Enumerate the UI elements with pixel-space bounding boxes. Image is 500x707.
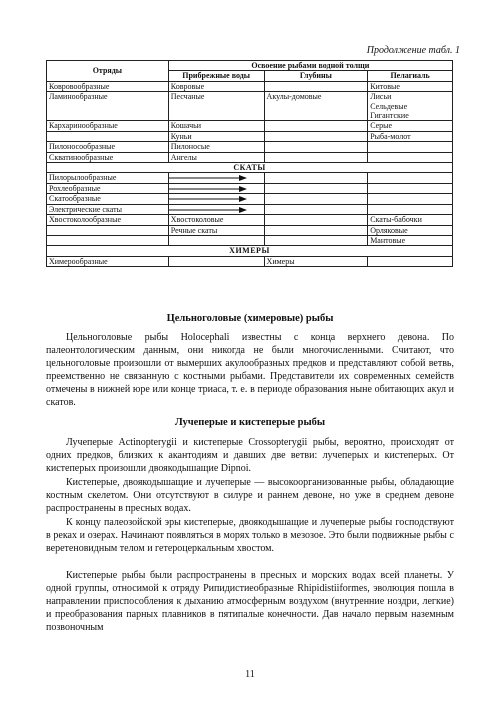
table-cell: Серые bbox=[368, 121, 453, 131]
table-cell: Хвостоколообразные bbox=[47, 215, 169, 225]
heading-ray-finned: Лучеперые и кистеперые рыбы bbox=[174, 417, 326, 428]
table-cell bbox=[168, 235, 264, 245]
header-depths: Глубины bbox=[264, 71, 368, 81]
right-arrow-icon bbox=[169, 205, 265, 215]
table-row bbox=[47, 142, 453, 152]
table-cell: Пилоносые bbox=[168, 142, 264, 152]
table-body bbox=[47, 81, 453, 266]
arrow-cell bbox=[168, 204, 264, 214]
continuation-label: Продолжение табл. 1 bbox=[366, 45, 460, 56]
table-cell bbox=[368, 183, 453, 193]
header-orders: Отряды bbox=[47, 61, 169, 82]
table-cell: Кошачьи bbox=[168, 121, 264, 131]
table-row bbox=[47, 81, 453, 91]
right-arrow-icon bbox=[169, 194, 265, 204]
table-cell bbox=[264, 142, 368, 152]
table-cell bbox=[264, 225, 368, 235]
header-pelagic: Пелагиаль bbox=[368, 71, 453, 81]
table-cell: Скатообразные bbox=[47, 194, 169, 204]
table-cell: Скаты-бабочки bbox=[368, 215, 453, 225]
table-cell: Куньи bbox=[168, 131, 264, 141]
table-row bbox=[47, 152, 453, 162]
table-cell bbox=[368, 142, 453, 152]
table-row bbox=[47, 173, 453, 183]
table-cell bbox=[47, 235, 169, 245]
paragraph-ray-finned-origin: Лучеперые Actinopterygii и кистеперые Crossopterygii рыбы, вероятно, происходят от одних предков, близких к акантодиям и давших две ветви: лучеперых и кистеперых. От кистеперых произошли двоякодышащие Dipnoi. bbox=[46, 437, 454, 475]
table-cell bbox=[368, 173, 453, 183]
table-cell: Речные скаты bbox=[168, 225, 264, 235]
table-cell: Ковровые bbox=[168, 81, 264, 91]
table-cell: Кархаринообразные bbox=[47, 121, 169, 131]
paragraph-paleozoic: К концу палеозойской эры кистеперые, двоякодышащие и лучеперые рыбы господствуют в реках и озерах. Начинают появляться в морях только в мезозое. Это были подвижные рыбы с веретеновидным телом и гетероцеркальным хвостом. bbox=[46, 517, 454, 555]
table-cell bbox=[47, 225, 169, 235]
table-cell: Скватинообразные bbox=[47, 152, 169, 162]
table-cell: Рохлеобразные bbox=[47, 183, 169, 193]
table-row bbox=[47, 194, 453, 204]
table-row bbox=[47, 204, 453, 214]
table-cell bbox=[264, 183, 368, 193]
paragraph-bony-skeleton: Кистеперые, двоякодышащие и лучеперые — высокоорганизованные рыбы, обладающие костным скелетом. Они отсутствуют в силуре и раннем девоне, но уже в среднем девоне распространены в пресных водах. bbox=[46, 477, 454, 515]
table-cell: Электрические скаты bbox=[47, 204, 169, 214]
table-cell bbox=[264, 173, 368, 183]
table-cell bbox=[264, 204, 368, 214]
table-cell bbox=[264, 235, 368, 245]
table-row bbox=[47, 92, 453, 121]
page-number: 11 bbox=[245, 669, 255, 680]
table-row bbox=[47, 121, 453, 131]
table-cell bbox=[264, 152, 368, 162]
table-row bbox=[47, 163, 453, 173]
table-cell: Химерообразные bbox=[47, 256, 169, 266]
section-skates: СКАТЫ bbox=[47, 163, 453, 173]
table-cell: Химеры bbox=[264, 256, 368, 266]
table-cell: Акулы-домовые bbox=[264, 92, 368, 121]
table-cell: Хвостоколовые bbox=[168, 215, 264, 225]
table-cell bbox=[168, 256, 264, 266]
table-cell: Китовые bbox=[368, 81, 453, 91]
table-cell bbox=[368, 256, 453, 266]
arrow-cell bbox=[168, 194, 264, 204]
table-cell bbox=[368, 204, 453, 214]
table-row bbox=[47, 215, 453, 225]
table-cell bbox=[264, 131, 368, 141]
paragraph-holocephali: Цельноголовые рыбы Holocephali известны с конца верхнего девона. По палеонтологическим данным, они никогда не были многочисленными. Считают, что цельноголовые произошли от вымерших акулообразных предков и представляют собой ветвь, преемственно не связанную с костными рыбами. Представители их современных семейств отмечены в нижней юре или конце триаса, т. е. в периоде образования ныне обитающих акул и скатов. bbox=[46, 332, 454, 409]
table-row bbox=[47, 256, 453, 266]
table-row bbox=[47, 183, 453, 193]
paragraph-lobe-finned: Кистеперые рыбы были распространены в пресных и морских водах всей планеты. У одной группы, относимой к отряду Рипидистиеобразные Rhipidistiiformes, эволюция пошла в направлении приспособления к дыханию атмосферным воздухом (внутренние ноздри, легкие) и преобразования парных плавников в пятипалые конечности. Дав начало первым наземным позвоночным bbox=[46, 570, 454, 634]
table-cell: Ламинообразные bbox=[47, 92, 169, 121]
heading-holocephali: Цельноголовые (химеровые) рыбы bbox=[166, 313, 334, 324]
header-water-column: Освоение рыбами водной толщи bbox=[168, 61, 452, 71]
table-cell: Мантовые bbox=[368, 235, 453, 245]
header-coastal: Прибрежные воды bbox=[168, 71, 264, 81]
right-arrow-icon bbox=[169, 173, 265, 183]
table-cell: Орляковые bbox=[368, 225, 453, 235]
orders-table bbox=[46, 60, 453, 267]
table-cell bbox=[264, 81, 368, 91]
section-chimeras: ХИМЕРЫ bbox=[47, 246, 453, 256]
right-arrow-icon bbox=[169, 184, 265, 194]
arrow-cell bbox=[168, 173, 264, 183]
table-cell: Песчаные bbox=[168, 92, 264, 121]
table-cell bbox=[368, 152, 453, 162]
table-row bbox=[47, 131, 453, 141]
table-cell bbox=[264, 121, 368, 131]
table-cell: Лисьи Сельдевые Гигантские bbox=[368, 92, 453, 121]
table-row bbox=[47, 235, 453, 245]
table-cell bbox=[264, 215, 368, 225]
table-cell bbox=[264, 194, 368, 204]
table-cell: Ангелы bbox=[168, 152, 264, 162]
table-cell bbox=[47, 131, 169, 141]
arrow-cell bbox=[168, 183, 264, 193]
table-row bbox=[47, 246, 453, 256]
table-row bbox=[47, 225, 453, 235]
table-cell bbox=[368, 194, 453, 204]
table-cell: Пилорылообразные bbox=[47, 173, 169, 183]
table-cell: Рыба-молот bbox=[368, 131, 453, 141]
table-cell: Ковровообразные bbox=[47, 81, 169, 91]
table-cell: Пилоносообразные bbox=[47, 142, 169, 152]
